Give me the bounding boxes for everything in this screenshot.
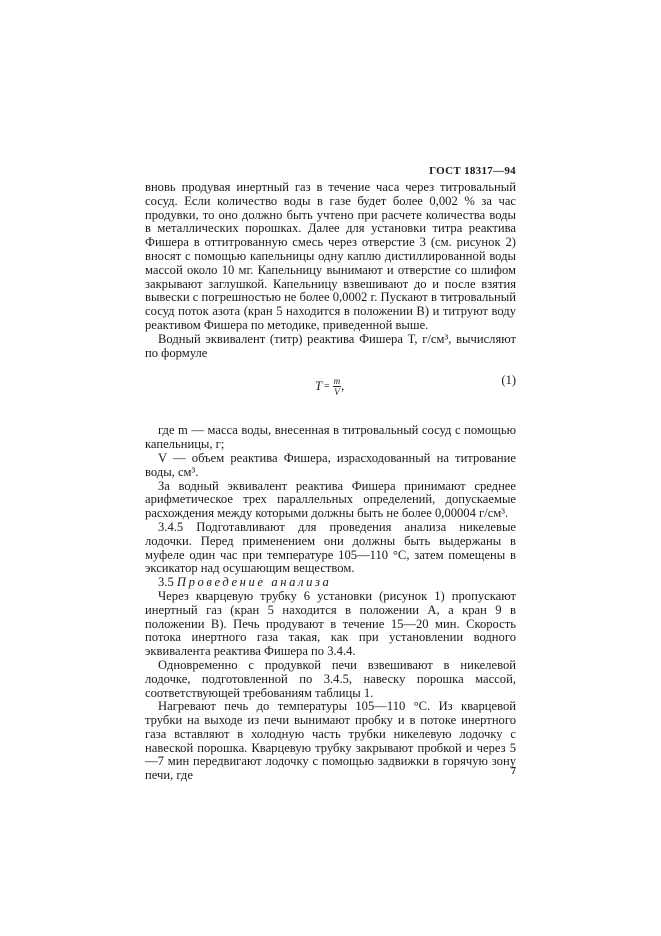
body-text — [145, 181, 516, 783]
equation-number: (1) — [501, 373, 516, 388]
formula — [315, 377, 344, 397]
paragraph-titer-intro: Водный эквивалент (титр) реактива Фишера T, г/см³, вычисляют по формуле — [145, 331, 516, 360]
formula-row — [145, 374, 516, 404]
formula-denominator: V — [334, 387, 340, 398]
paragraph-continuation: вновь продувая инертный газ в течение часа через титровальный сосуд. Если количество воды в газе будет более 0,002 % за час продувки, то оно должно быть учтено при расчете количества воды в металлических порошках. Далее для установки титра реактива Фишера в оттитрованную смесь через отверстие 3 (см. рисунок 2) вносят с помощью капельницы одну каплю дистиллированной воды массой около 10 мг. Капельницу вынимают и отверстие со шлифом закрывают заглушкой. Капельницу взвешивают до и после взятия вывески с погрешностью не более 0,0002 г. Пускают в титровальный сосуд поток азота (кран 5 находится в положении В) и титруют воду реактивом Фишера по методике, приведенной выше. — [145, 180, 516, 332]
formula-fraction — [333, 376, 345, 398]
formula-eq: = — [323, 381, 330, 393]
section-number: 3.5 — [158, 575, 174, 590]
paragraph-weighing: Одновременно с продувкой печи взвешивают в никелевой лодочке, подготовленной по 3.4.5, навеску порошка массой, соответствующей требованиям таблицы 1. — [145, 657, 516, 700]
paragraph-average: За водный эквивалент реактива Фишера принимают среднее арифметическое трех параллельных определений, допускаемые расхождения между которыми должны быть не более 0,00004 г/см³. — [145, 478, 516, 521]
paragraph-quartz-tube: Через кварцевую трубку 6 установки (рисунок 1) пропускают инертный газ (кран 5 находится в положении А, а кран 9 в положении В). Печь продувают в течение 15—20 мин. Скорость потока инертного газа такая, как при установлении водного эквивалента реактива Фишера по 3.4.4. — [145, 588, 516, 659]
formula-tail: , — [341, 379, 345, 394]
paragraph-3-4-5: 3.4.5 Подготавливают для проведения анализа никелевые лодочки. Перед применением они должны быть выдержаны в муфеле один час при температуре 105—110 °C, затем помещены в эксикатор над осушающим веществом. — [145, 519, 516, 576]
formula-numerator: m — [333, 376, 341, 387]
section-title: Проведение анализа — [176, 575, 332, 590]
page-number: 7 — [511, 766, 516, 777]
paragraph-where-v: V — объем реактива Фишера, израсходованный на титрование воды, см³. — [145, 450, 516, 479]
formula-lhs: T — [315, 379, 322, 394]
standard-header: ГОСТ 18317—94 — [429, 165, 516, 177]
paragraph-where-m: где m — масса воды, внесенная в титровальный сосуд с помощью капельницы, г; — [145, 423, 516, 452]
paragraph-heating: Нагревают печь до температуры 105—110 °C. Из кварцевой трубки на выходе из печи вынимают пробку и в потоке инертного газа вставляют в холодную часть трубки никелевую лодочку с навеской порошка. Кварцевую трубку закрывают пробкой и через 5—7 мин передвигают лодочку с помощью задвижки в горячую зону печи, где — [145, 699, 516, 783]
section-heading-3-5 — [145, 576, 516, 590]
